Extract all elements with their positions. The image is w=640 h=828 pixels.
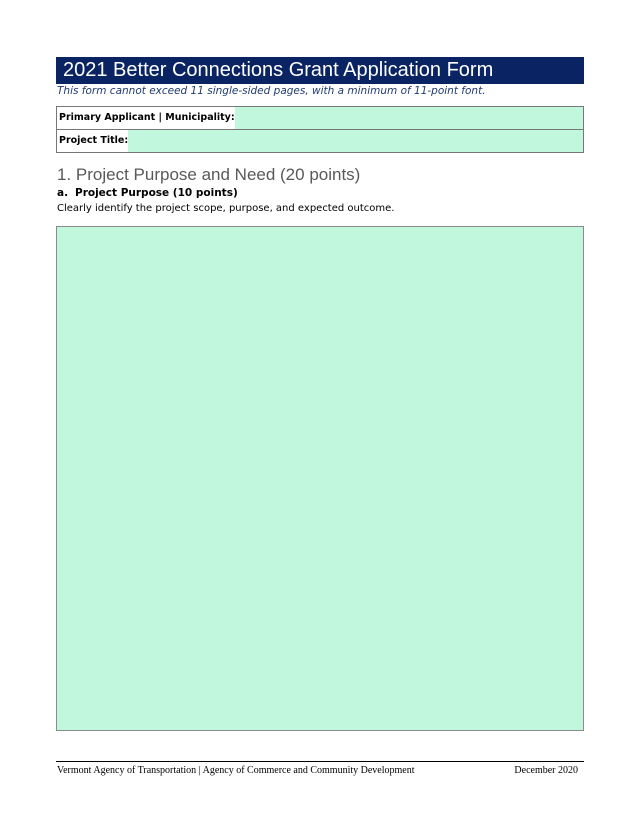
footer-divider (56, 761, 584, 762)
applicant-row (57, 107, 583, 129)
project-title-field[interactable] (128, 130, 583, 152)
applicant-info-table (56, 106, 584, 153)
instruction-text: Clearly identify the project scope, purpose, and expected outcome. (57, 203, 395, 214)
sub-heading-letter: a. (57, 187, 69, 199)
project-title-row (57, 129, 583, 152)
applicant-label: Primary Applicant | Municipality: (57, 107, 235, 129)
footer-date: December 2020 (514, 765, 578, 776)
form-title: 2021 Better Connections Grant Application Form (56, 57, 584, 84)
project-title-label: Project Title: (57, 130, 128, 152)
applicant-field[interactable] (235, 107, 583, 129)
section-heading: 1. Project Purpose and Need (20 points) (57, 165, 361, 184)
project-purpose-answer-field[interactable] (56, 226, 584, 731)
form-subtitle: This form cannot exceed 11 single-sided pages, with a minimum of 11-point font. (57, 85, 486, 97)
sub-heading-title: Project Purpose (10 points) (75, 187, 238, 199)
footer-agency: Vermont Agency of Transportation | Agency of Commerce and Community Development (57, 765, 415, 776)
sub-heading (57, 187, 238, 199)
